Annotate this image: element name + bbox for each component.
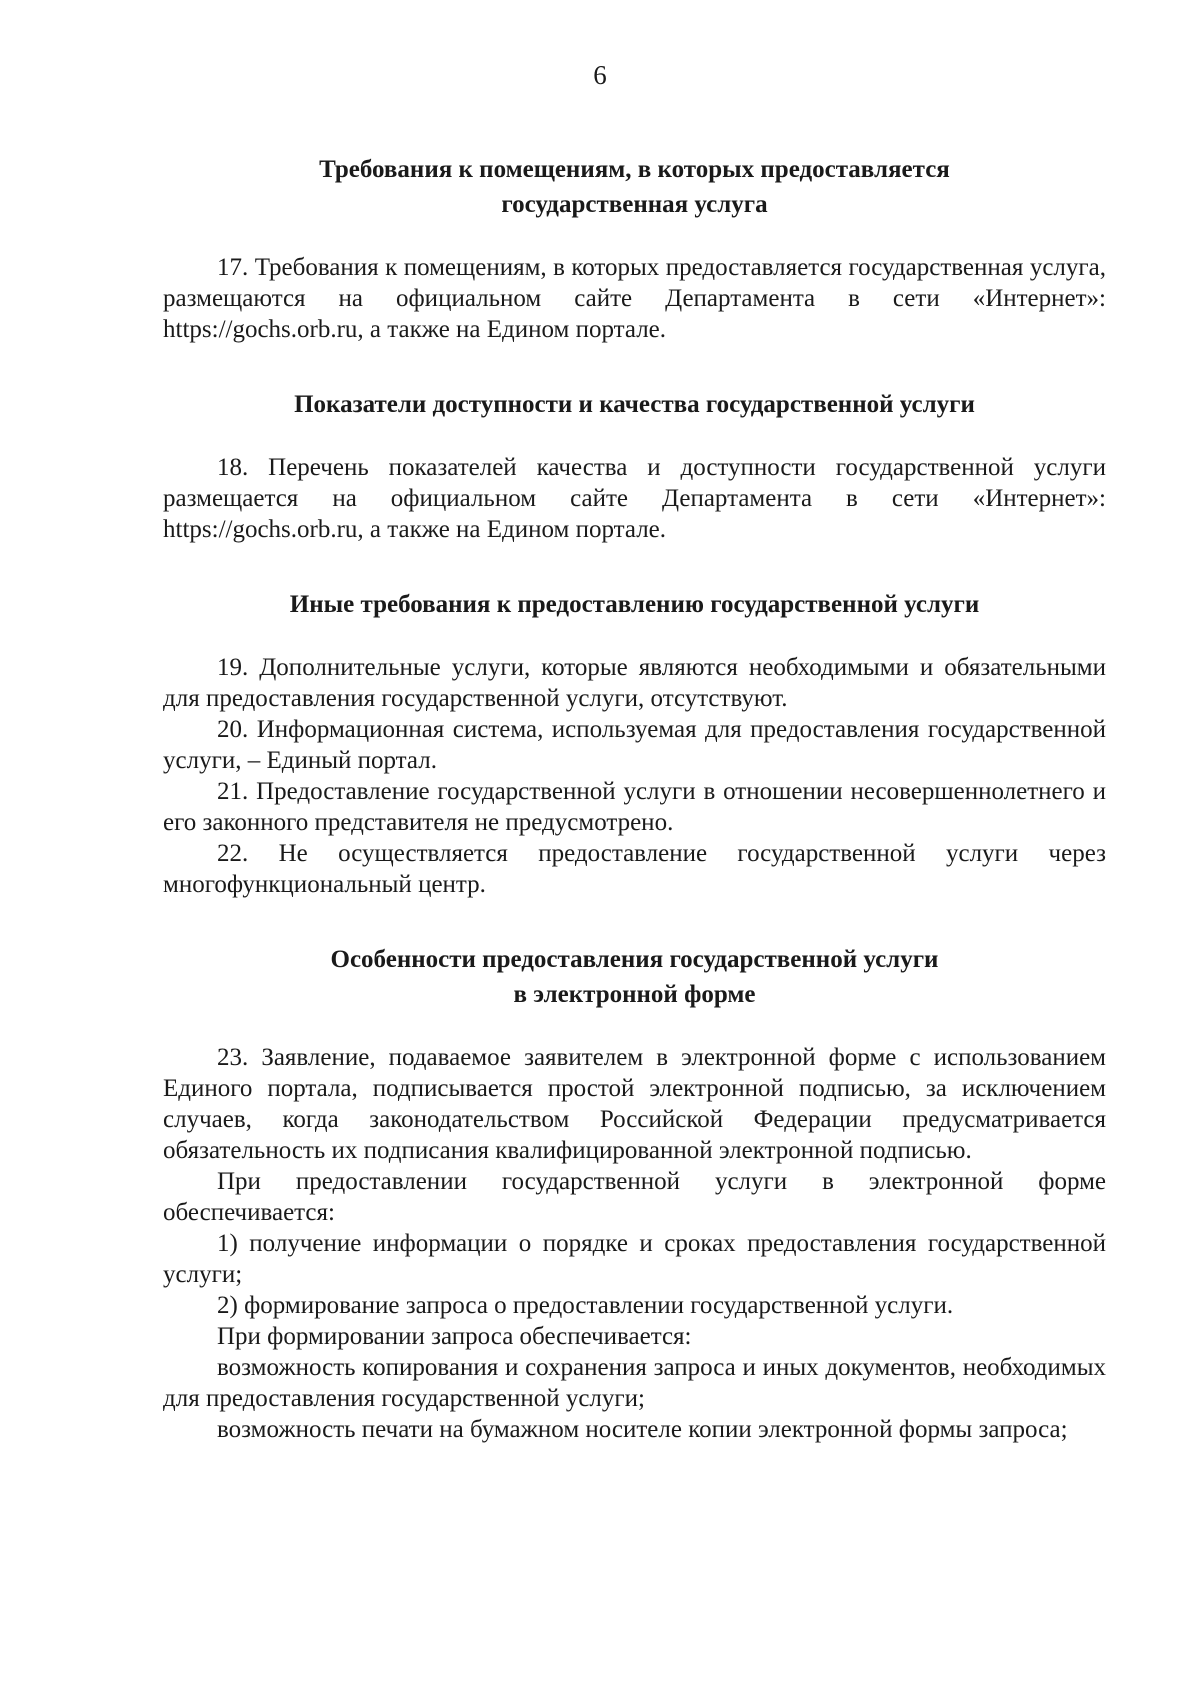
paragraph-21: 21. Предоставление государственной услуги в отношении несовершеннолетнего и его законного представителя не предусмотрено. xyxy=(163,778,1106,836)
section-heading-electronic-form xyxy=(163,942,1106,1012)
paragraph-copy-save: возможность копирования и сохранения запроса и иных документов, необходимых для предоставления государственной услуги; xyxy=(163,1354,1106,1412)
paragraph-17: 17. Требования к помещениям, в которых предоставляется государственная услуга, размещаются на официальном сайте Департамента в сети «Интернет»: https://gochs.orb.ru, а также на Едином портале. xyxy=(163,254,1106,343)
list-item-2: 2) формирование запроса о предоставлении государственной услуги. xyxy=(217,1292,954,1319)
paragraph-print-copy: возможность печати на бумажном носителе копии электронной формы запроса; xyxy=(217,1416,1068,1443)
heading-line: Показатели доступности и качества государственной услуги xyxy=(294,391,975,418)
paragraph-18: 18. Перечень показателей качества и доступности государственной услуги размещается на официальном сайте Департамента в сети «Интернет»: https://gochs.orb.ru, а также на Едином портале. xyxy=(163,454,1106,543)
section-heading-premises xyxy=(163,152,1106,222)
paragraph-23: 23. Заявление, подаваемое заявителем в электронной форме с использованием Единого портала, подписывается простой электронной подписью, за исключением случаев, когда законодательством Российской Федерации предусматривается обязательность их подписания квалифицированной электронной подписью. xyxy=(163,1044,1106,1164)
heading-line: Требования к помещениям, в которых предоставляется xyxy=(319,156,950,183)
heading-line: в электронной форме xyxy=(513,981,756,1008)
paragraph-19: 19. Дополнительные услуги, которые являются необходимыми и обязательными для предоставления государственной услуги, отсутствуют. xyxy=(163,654,1106,712)
heading-line: Особенности предоставления государственной услуги xyxy=(330,946,939,973)
paragraph-20: 20. Информационная система, используемая для предоставления государственной услуги, – Единый портал. xyxy=(163,716,1106,774)
list-item-1: 1) получение информации о порядке и сроках предоставления государственной услуги; xyxy=(163,1230,1106,1288)
section-heading-quality-indicators xyxy=(163,387,1106,422)
heading-line: Иные требования к предоставлению государственной услуги xyxy=(289,591,980,618)
paragraph-22: 22. Не осуществляется предоставление государственной услуги через многофункциональный центр. xyxy=(163,840,1106,898)
paragraph-provision: При предоставлении государственной услуги в электронной форме обеспечивается: xyxy=(163,1168,1106,1226)
heading-line: государственная услуга xyxy=(501,191,768,218)
paragraph-forming-request: При формировании запроса обеспечивается: xyxy=(217,1323,692,1350)
section-heading-other-requirements xyxy=(163,587,1106,622)
document-body xyxy=(163,152,1106,1445)
page-number: 6 xyxy=(593,60,607,90)
